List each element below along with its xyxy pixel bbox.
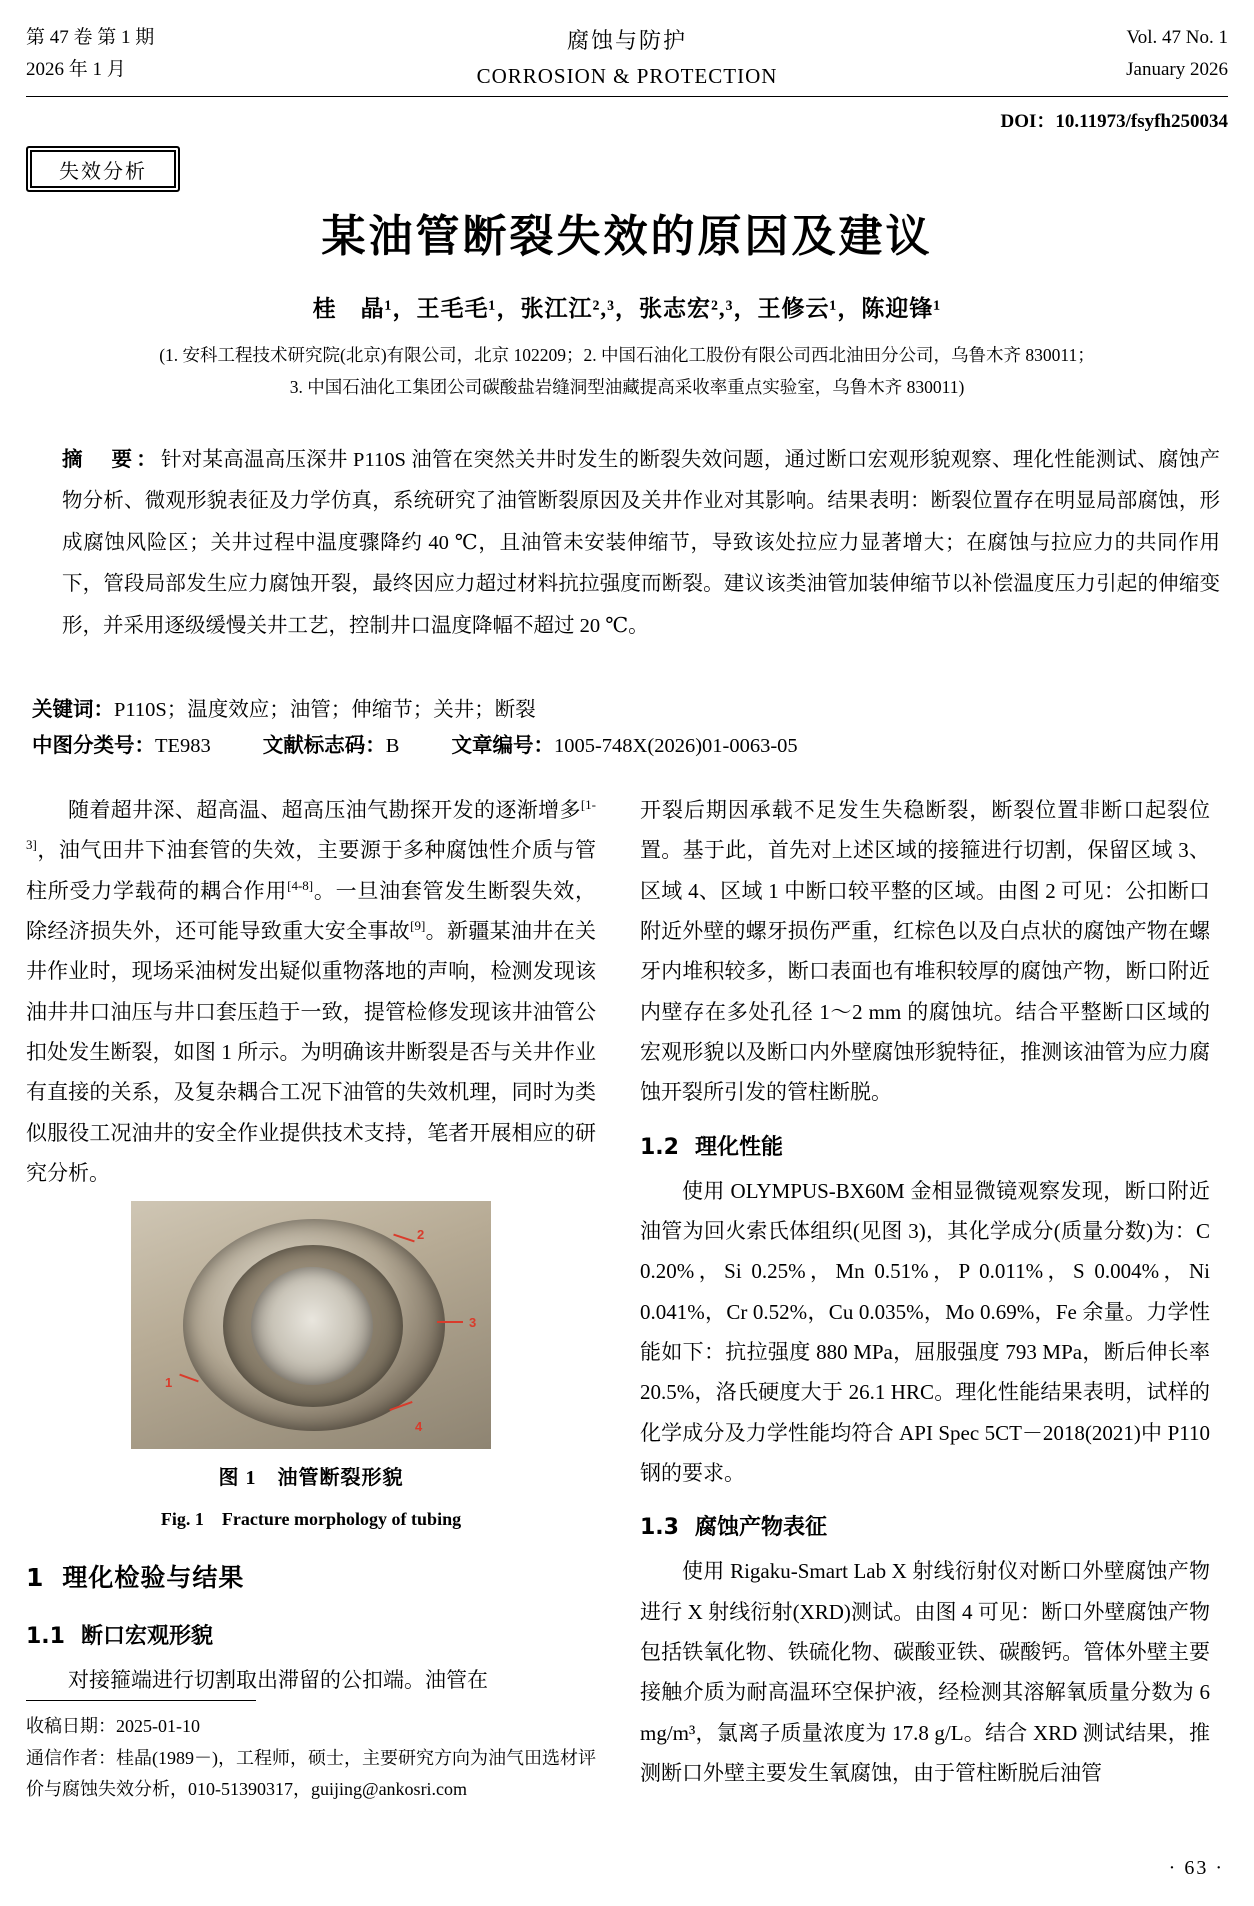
footnote-block [26,1700,598,1806]
affiliation-line-2: 3. 中国石油化工集团公司碳酸盐岩缝洞型油藏提高采收率重点实验室，乌鲁木齐 830011) [289,376,965,397]
author-list: 桂 晶¹，王毛毛¹，张江江²,³，张志宏²,³，王修云¹，陈迎锋¹ [312,296,942,321]
page-number: · 63 · [1168,1857,1224,1879]
section-1-1-heading [26,1616,596,1658]
doc-code-value: B [385,735,400,757]
clc-value: TE983 [155,735,211,757]
right-paragraph-2: 使用 OLYMPUS-BX60M 金相显微镜观察发现，断口附近油管为回火索氏体组织(见图 3)，其化学成分(质量分数)为：C 0.20%，Si 0.25%，Mn 0.51%，P 0.011%，S 0.004%，Ni 0.041%，Cr 0.52%，Cu 0.035%，Mo 0.69%，Fe 余量。力学性能如下：抗拉强度 880 MPa，屈服强度 793 MPa，断后伸长率 20.5%，洛氏硬度大于 26.1 HRC。理化性能结果表明，试样的化学成分及力学性能均符合 API Spec 5CT－2018(2021)中 P110 钢的要求。 [640,1178,1210,1485]
clc-segment [32,728,211,758]
figure-mark-4: 4 [415,1419,423,1435]
header-divider [26,96,1228,97]
keywords-text: P110S；温度效应；油管；伸缩节；关井；断裂 [114,699,536,721]
corresponding-author-label: 通信作者： [26,1747,116,1768]
section-1-2-number: 1.2 [640,1134,679,1160]
running-head-right [968,22,1228,87]
doc-code-label: 文献标志码： [262,735,386,757]
section-1-3-heading [640,1507,1210,1549]
right-paragraph-1: 开裂后期因承载不足发生失稳断裂，断裂位置非断口起裂位置。基于此，首先对上述区域的接箍进行切割，保留区域 3、区域 4、区域 1 中断口较平整的区域。由图 2 可见：公扣断口附近外壁的螺牙损伤严重，红棕色以及白点状的腐蚀产物在螺牙内堆积较多，断口表面也有堆积较厚的腐蚀产物，断口附近内壁存在多处孔径 1～2 mm 的腐蚀坑。结合平整断口区域的宏观形貌以及断口内外壁腐蚀形貌特征，推测该油管为应力腐蚀开裂所引发的管柱断脱。 [640,798,1210,1105]
affiliation-line-1: (1. 安科工程技术研究院(北京)有限公司，北京 102209；2. 中国石油化工股份有限公司西北油田分公司，乌鲁木齐 830011； [159,345,1095,365]
keywords-label: 关键词： [32,699,114,721]
figure-1-caption-cn: 图 1 油管断裂形貌 [218,1467,404,1490]
section-1-1-title: 断口宏观形貌 [80,1624,213,1650]
article-category-badge [26,146,180,192]
figure-mark-3: 3 [469,1315,477,1331]
received-date [26,1711,598,1743]
right-paragraph-3: 使用 Rigaku-Smart Lab X 射线衍射仪对断口外壁腐蚀产物进行 X 射线衍射(XRD)测试。由图 4 可见：断口外壁腐蚀产物包括铁氧化物、铁硫化物、碳酸亚铁、碳酸钙。管体外壁主要接触介质为耐高温环空保护液，经检测其溶解氧质量分数为 6 mg/m³，氯离子质量浓度为 17.8 g/L。结合 XRD 测试结果，推测断口外壁主要发生氧腐蚀，由于管柱断脱后油管 [640,1559,1210,1786]
volume-issue: 第 47 卷 第 1 期 [26,27,155,48]
running-head-center [286,22,968,95]
figure-mark-1: 1 [165,1375,173,1391]
classification-line [32,728,1220,758]
article-number-value: 1005-748X(2026)01-0063-05 [553,735,798,757]
issue-date-en: January 2026 [1126,59,1228,81]
abstract-label: 摘 要： [62,449,161,471]
abstract-text: 针对某高温高压深井 P110S 油管在突然关井时发生的断裂失效问题，通过断口宏观形貌观察、理化性能测试、腐蚀产物分析、微观形貌表征及力学仿真，系统研究了油管断裂原因及关井作业对其影响。结果表明：断裂位置存在明显局部腐蚀，形成腐蚀风险区；关井过程中温度骤降约 40 ℃，且油管未安装伸缩节，导致该处拉应力显著增大；在腐蚀与拉应力的共同作用下，管段局部发生应力腐蚀开裂，最终因应力超过材料抗拉强度而断裂。建议该类油管加装伸缩节以补偿温度压力引起的伸缩变形，并采用逐级缓慢关井工艺，控制井口温度降幅不超过 20 ℃。 [62,449,1220,637]
section-1-2-heading [640,1127,1210,1169]
keywords [32,690,1220,731]
tubing-bore [251,1267,373,1385]
doc-code-segment [263,728,400,758]
abstract [62,440,1220,647]
section-1-3-title: 腐蚀产物表征 [694,1515,827,1541]
article-category-label: 失效分析 [59,160,147,183]
section-1-2-title: 理化性能 [694,1134,783,1160]
section-1-heading [26,1554,596,1602]
running-head [26,22,1228,94]
doi: DOI：10.11973/fsyfh250034 [1000,111,1228,132]
corresponding-author-value: 桂晶(1989－)，工程师，硕士，主要研究方向为油气田选材评价与腐蚀失效分析，010-51390317，guijing@ankosri.com [26,1747,596,1799]
section-1-1-number: 1.1 [26,1624,65,1650]
figure-mark-2-tick [393,1234,415,1243]
article-number-segment [451,728,797,758]
figure-1 [26,1201,596,1536]
left-paragraph-1: 随着超井深、超高温、超高压油气勘探开发的逐渐增多[1-3]，油气田井下油套管的失效，主要源于多种腐蚀性介质与管柱所受力学载荷的耦合作用[4-8]。一旦油套管发生断裂失效，除经济损失外，还可能导致重大安全事故[9]。新疆某油井在关井作业时，现场采油树发出疑似重物落地的声响，检测发现该油井井口油压与井口套压趋于一致，提管检修发现该井油管公扣处发生断裂，如图 1 所示。为明确该井断裂是否与关井作业有直接的关系，及复杂耦合工况下油管的失效机理，同时为类似服役工况油井的安全作业提供技术支持，笔者开展相应的研究分析。 [26,797,597,1185]
section-1-number: 1 [26,1563,45,1593]
article-number-label: 文章编号： [451,735,554,757]
received-date-label: 收稿日期： [26,1716,116,1736]
figure-1-image [131,1201,491,1449]
affiliations [40,340,1214,403]
figure-mark-1-tick [179,1374,198,1383]
section-1-3-number: 1.3 [640,1515,679,1541]
page-title: 某油管断裂失效的原因及建议 [321,211,933,262]
figure-mark-3-tick [437,1321,463,1323]
left-column [26,790,596,1701]
issue-date-cn: 2026 年 1 月 [26,59,126,81]
corresponding-author [26,1743,598,1806]
figure-mark-2: 2 [417,1227,425,1243]
journal-title-cn: 腐蚀与防护 [566,28,687,53]
section-1-title: 理化检验与结果 [62,1563,245,1593]
journal-title-en: CORROSION & PROTECTION [476,64,778,89]
received-date-value: 2025-01-10 [116,1716,200,1736]
running-head-left [26,22,286,87]
right-column [640,790,1210,1793]
left-paragraph-2: 对接箍端进行切割取出滞留的公扣端。油管在 [68,1668,488,1693]
clc-label: 中图分类号： [32,735,155,757]
volume-issue-en: Vol. 47 No. 1 [1126,27,1228,48]
figure-1-caption-en: Fig. 1 Fracture morphology of tubing [160,1508,462,1529]
footnote-divider [26,1700,256,1701]
